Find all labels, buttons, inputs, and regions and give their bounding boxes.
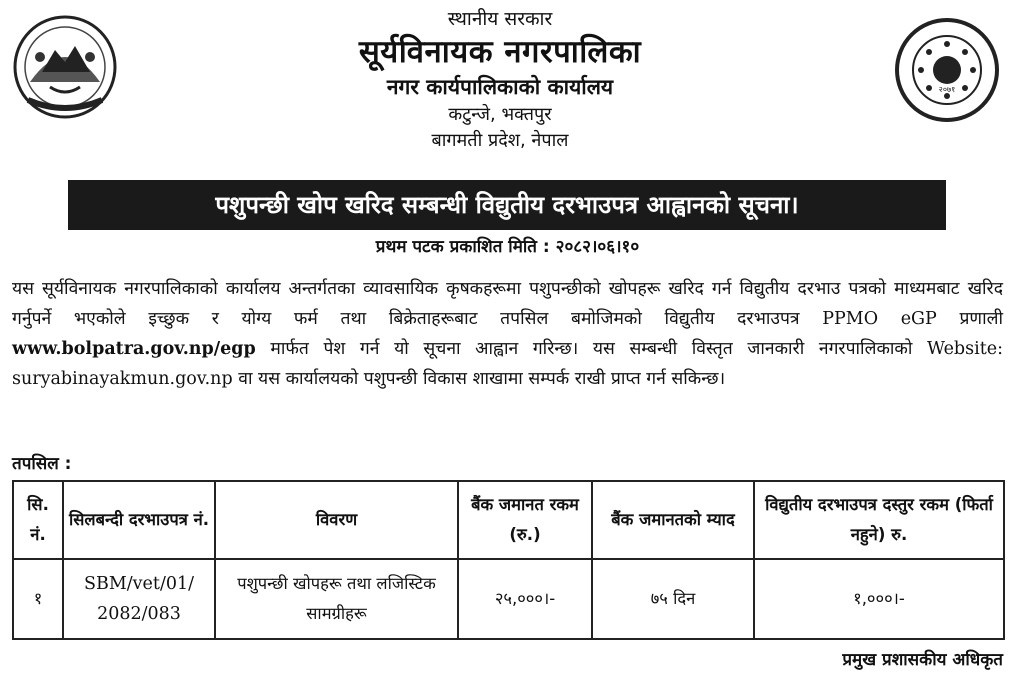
municipality-seal-icon [893, 16, 1001, 124]
body-text-part-1: यस सूर्यविनायक नगरपालिकाको कार्यालय अन्तर्गतका व्यावसायिक कृषकहरूमा पशुपन्छीको खोपहरू खरिद गर्न विद्युतीय दरभाउ पत्रको माध्यमबाट खरिद गर्नुपर्ने भएकोले इच्छुक र योग्य फर्म तथा बिक्रेताहरूबाट तपसिल बमोजिमको विद्युतीय दरभाउपत्र [12, 279, 1003, 329]
body-ppmo-egp: PPMO eGP [822, 309, 937, 329]
tender-table [12, 480, 1005, 640]
signatory-title: प्रमुख प्रशासकीय अधिकृत [842, 650, 1003, 670]
body-text-part-4: वा यस कार्यालयको पशुपन्छी विकास शाखामा सम्पर्क राखी प्राप्त गर्न सकिन्छ। [232, 369, 726, 389]
publication-date: प्रथम पटक प्रकाशित मिति : २०८२।०६।१० [375, 237, 640, 257]
cell-description: पशुपन्छी खोपहरू तथा लजिस्टिक सामग्रीहरू [215, 559, 458, 639]
body-text-part-3: मार्फत पेश गर्न यो सूचना आह्वान गरिन्छ। यस सम्बन्धी विस्तृत जानकारी नगरपालिकाको [255, 339, 928, 359]
website-link[interactable]: Website: suryabinayakmun.gov.np [12, 339, 1003, 389]
notice-title: पशुपन्छी खोप खरिद सम्बन्धी विद्युतीय दरभाउपत्र आह्वानको सूचना। [68, 180, 946, 230]
header-fee: विद्युतीय दरभाउपत्र दस्तुर रकम (फिर्ता नहुने) रु. [754, 481, 1004, 559]
office-name: नगर कार्यपालिकाको कार्यालय [386, 75, 614, 99]
body-text-part-2: प्रणाली [936, 309, 1003, 329]
header-description: विवरण [215, 481, 458, 559]
address-line-2: बागमती प्रदेश, नेपाल [431, 130, 569, 151]
cell-bid-no: SBM/vet/01/ 2082/083 [63, 559, 215, 639]
svg-text:२०७१: २०७१ [938, 85, 956, 94]
address-line-1: कटुन्जे, भक्तपुर [448, 104, 552, 125]
municipality-name: सूर्यविनायक नगरपालिका [358, 34, 642, 70]
tapsil-label: तपसिल : [12, 454, 72, 474]
table-row [13, 559, 1004, 639]
bolpatra-link[interactable]: www.bolpatra.gov.np/egp [12, 339, 256, 359]
header-local-government: स्थानीय सरकार [447, 8, 553, 30]
header-guarantee-amount: बैंक जमानत रकम (रु.) [458, 481, 592, 559]
cell-guarantee-amount: २५,०००।- [458, 559, 592, 639]
header-guarantee-validity: बैंक जमानतको म्याद [592, 481, 754, 559]
table-header-row [13, 481, 1004, 559]
cell-fee: १,०००।- [754, 559, 1004, 639]
notice-body [12, 274, 1003, 394]
header-sn: सि. नं. [13, 481, 63, 559]
cell-guarantee-validity: ७५ दिन [592, 559, 754, 639]
header [150, 6, 850, 154]
header-bid-no: सिलबन्दी दरभाउपत्र नं. [63, 481, 215, 559]
cell-sn: १ [13, 559, 63, 639]
nepal-government-emblem-icon [10, 12, 120, 122]
